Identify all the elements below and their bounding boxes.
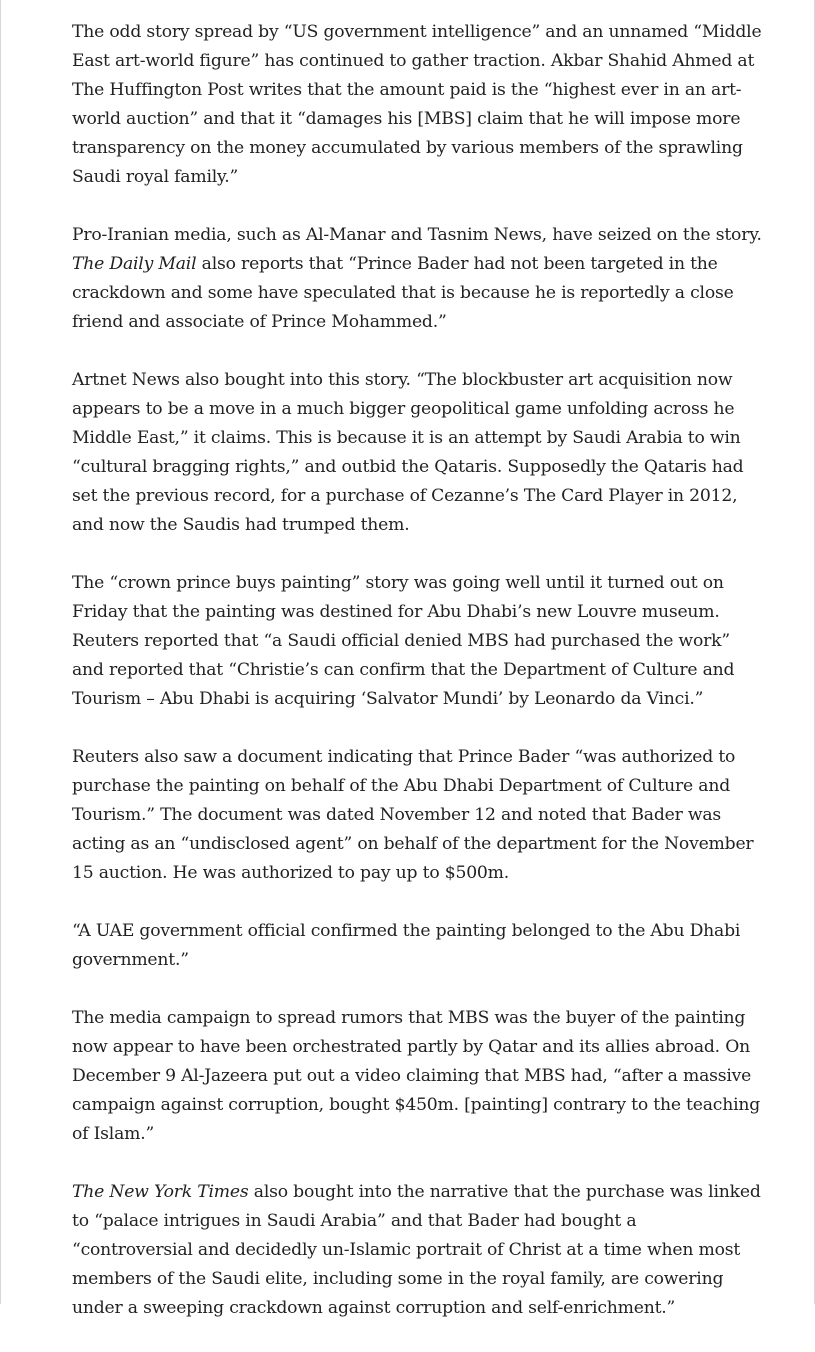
paragraph-8-text: also bought into the narrative that the purchase was linked to “palace intrigues in Saudi Arabia” and that Bader had bought a “controversial and decidedly un-Islamic portrait of Christ at a time when most members of the Saudi elite, including some in the royal family, are cowering under a sweeping crackdown against corruption and self-enrichment.” <box>72 1182 761 1318</box>
publication-daily-mail: The Daily Mail <box>72 254 197 274</box>
paragraph-8 <box>72 1178 762 1323</box>
paragraph-1: The odd story spread by “US government intelligence” and an unnamed “Middle East art-world figure” has continued to gather traction. Akbar Shahid Ahmed at The Huffington Post writes that the amount paid is the “highest ever in an art-world auction” and that it “damages his [MBS] claim that he will impose more transparency on the money accumulated by various members of the sprawling Saudi royal family.” <box>72 22 762 187</box>
paragraph-2-text-b: also reports that “Prince Bader had not been targeted in the crackdown and some have speculated that is because he is reportedly a close friend and associate of Prince Mohammed.” <box>72 254 734 332</box>
paragraph-4: The “crown prince buys painting” story was going well until it turned out on Friday that the painting was destined for Abu Dhabi’s new Louvre museum. Reuters reported that “a Saudi official denied MBS had purchased the work” and reported that “Christie’s can confirm that the Department of Culture and Tourism – Abu Dhabi is acquiring ‘Salvator Mundi’ by Leonardo da Vinci.” <box>72 573 735 709</box>
publication-new-york-times: The New York Times <box>72 1182 249 1202</box>
paragraph-7: The media campaign to spread rumors that MBS was the buyer of the painting now appear to have been orchestrated partly by Qatar and its allies abroad. On December 9 Al-Jazeera put out a video claiming that MBS had, “after a massive campaign against corruption, bought $450m. [painting] contrary to the teaching of Islam.” <box>72 1008 761 1144</box>
paragraph-6: “A UAE government official confirmed the painting belonged to the Abu Dhabi government.” <box>72 921 741 970</box>
paragraph-3: Artnet News also bought into this story. “The blockbuster art acquisition now appears to be a move in a much bigger geopolitical game unfolding across he Middle East,” it claims. This is because it is an attempt by Saudi Arabia to win “cultural bragging rights,” and outbid the Qataris. Supposedly the Qataris had set the previous record, for a purchase of Cezanne’s The Card Player in 2012, and now the Saudis had trumped them. <box>72 370 744 535</box>
paragraph-2 <box>72 221 762 337</box>
paragraph-2-text-a: Pro-Iranian media, such as Al-Manar and Tasnim News, have seized on the story. <box>72 225 762 245</box>
article-body <box>72 18 762 1352</box>
paragraph-5: Reuters also saw a document indicating that Prince Bader “was authorized to purchase the painting on behalf of the Abu Dhabi Department of Culture and Tourism.” The document was dated November 12 and noted that Bader was acting as an “undisclosed agent” on behalf of the department for the November 15 auction. He was authorized to pay up to $500m. <box>72 747 754 883</box>
